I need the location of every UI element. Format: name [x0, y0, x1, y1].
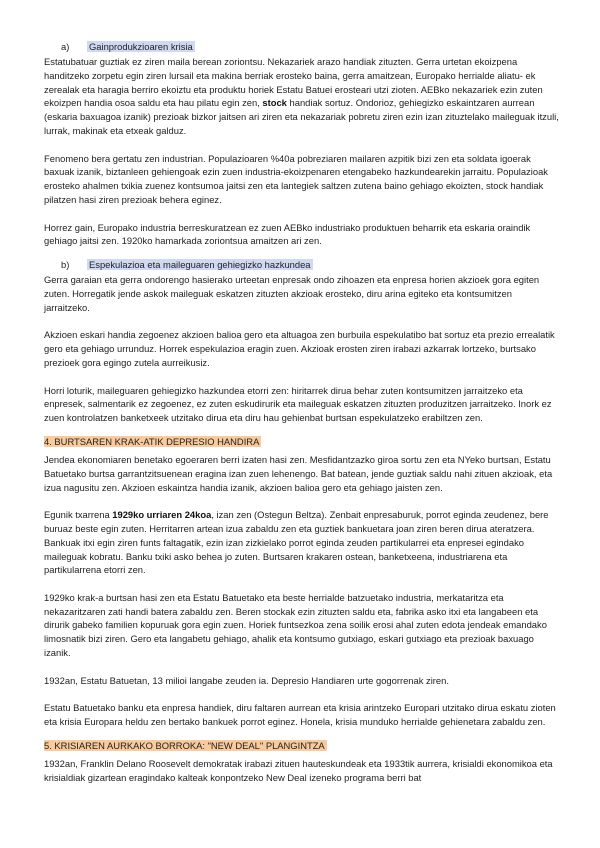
- subsection-a-heading: [61, 40, 559, 54]
- paragraph: Gerra garaian eta gerra ondorengo hasierako urteetan enpresak ondo zihoazen eta enpresa horien akzioek gora egiten zuten. Horregatik jende askok maileguak eskatzen zituzten akzioak erosteko, diru arina egiteko eta kontsumitzen jarraitzeko.: [44, 274, 540, 313]
- paragraph: [44, 508, 559, 577]
- paragraph-text: Estatubatuar guztiak ez ziren maila berean zoriontsu. Nekazariek arazo handiak zituzten. Gerra urtetan ekoizpena handitzeko zorpetu egin ziren lursail eta makina berriak erosteko baina, gerra amaitzean, Europako herrialde aliatu- ek zerealak eta haragia berriro ekoiztu eta produktu horiek Estatu Batuei erosteari utzi zioten. AEBko nekazariek ezin zuten ekoizpen handia osoa saldu eta hau pilatu egin zen,: [44, 56, 543, 109]
- bold-date: 1929ko urriaren 24koa: [112, 509, 212, 521]
- subsection-a-marker: a): [61, 41, 70, 52]
- paragraph: 1929ko krak-a burtsan hasi zen eta Estatu Batuetako eta beste herrialde batzuetako industria, merkataritza eta nekazaritzaren zati handi batera zabaldu zen. Beren stockak ezin zituzten saldu eta, fabrika asko itxi eta langabeen eta dirurik gabeko familien kopuruak gora egin zuen. Horiek funtsezkoa zena soilik erosi ahal zuten edota jendeak emandako limosnatik bizi ziren. Gero eta langabetu gehiago, ahalik eta kontsumo gutxiago, eskari gutxiago eta prezioak baxuago izanik.: [44, 591, 547, 659]
- paragraph-text: , izan zen (Ostegun Beltza). Zenbait enpresaburuk, porrot eginda zeudenez, bere buruaz beste egin zuten. Herritarren artean izua zabaldu zen eta guztiek bankuetara joan ziren beren dirua ateratzera. Bankuak itxi egin ziren funts faltagatik, ezin izan zizkielako porrot eginda zeuden partikularrei eta enpresei egindako maileguak kobratu. Banku txiki asko behea jo zuten. Burtsaren krakaren ostean, banketxeena, industriarena eta partikularrena etorri zen.: [44, 509, 549, 576]
- subsection-a-title: Gainprodukzioaren krisia: [89, 41, 193, 52]
- paragraph: Horri loturik, maileguaren gehiegizko hazkundea etorri zen: hiritarrek dirua behar zuten kontsumitzen jarraitzeko eta enpresek, salmentarik ez zegoenez, ez zuten eskudirurik eta maileguak eskatzen zituzten produzitzen jarraitzeko. Inork ez zuen kontrolatzen banketxeek utzitako dirua eta diru hau gehienbat burtsan espekulatzeko erabiltzen zen.: [44, 384, 552, 424]
- section-4-title: 4. BURTSAREN KRAK-ATIK DEPRESIO HANDIRA: [44, 435, 260, 447]
- bold-term: stock: [262, 97, 287, 109]
- paragraph: Estatu Batuetako banku eta enpresa handiek, diru faltaren aurrean eta krisia arintzeko Europari utzitako dirua eskatu zioten eta krisia Europara heldu zen bertako bankuek porrot eginez. Honela, krisia munduko herrialde gehienetara zabaldu zen.: [44, 702, 556, 728]
- paragraph-text: Egunik txarrena: [44, 509, 113, 521]
- paragraph: Horrez gain, Europako industria berreskuratzean ez zuen AEBko industriako produktuen beharrik eta eskaria oraindik gehiago jaitsi zen. 1920ko hamarkada zoriontsua amaitzen ari zen.: [44, 221, 531, 247]
- section-5-title: 5. KRISIAREN AURKAKO BORROKA: "NEW DEAL" PLANGINTZA: [44, 739, 325, 751]
- paragraph-text: handiak sortuz. Ondorioz, gehiegizko eskaintzaren aurrean (eskaria baxuagoa izanik) prezioak bizkor jaitsen ari ziren eta nekazariak pobretu ziren ezin izan zituztelako maileguak itzuli, lurrak, makinak eta etxeak galduz.: [44, 97, 559, 136]
- section-5-heading: [44, 739, 559, 753]
- paragraph: Jendea ekonomiaren benetako egoeraren berri izaten hasi zen. Mesfidantzazko giroa sortu zen eta NYeko burtsan, Estatu Batuetako burtsa garrantzitsuenean eragina izan zuen lehenengo. Bat batean, jende guztiak saldu nahi zituen akzioak, eta izua nagusitu zen. Akzioen eskaintza handia izanik, akzioen balioa gero eta gehiago jaisten zen.: [44, 453, 553, 493]
- subsection-b-marker: b): [61, 259, 70, 271]
- paragraph: Akzioen eskari handia zegoenez akzioen balioa gero eta altuagoa zen burbuila espekulatibo bat sortuz eta prezio errealatik gero eta gehiago urrunduz. Horrek espekulazioa eragin zuen. Akzioak erosten ziren irabazi azkarrak lortzeko, burtsako prezioek gora egingo zutela aurreikusiz.: [44, 329, 555, 368]
- subsection-b-heading: [61, 258, 559, 272]
- paragraph: 1932an, Franklin Delano Roosevelt demokratak irabazi zituen hauteskundeak eta 1933tik aurrera, krisialdi ekonomikoa eta krisialdiak gizartean eragindako kalteak konpontzeko New Deal izeneko programa berri bat: [44, 757, 553, 783]
- document-content: [44, 40, 559, 798]
- paragraph: Fenomeno bera gertatu zen industrian. Populazioaren %40a pobreziaren mailaren azpitik bizi zen eta soldata igoerak baxuak izanik, biztanleen gehiengoak ezin zuen industria-ekoizpenaren etengabeko hazkundearekin jarraitu. Populazioak erosteko ahalmen txikia zuenez kontsumoa jaitsi zen eta lantegiek saltzen zutena baino gehiago ekoizten, stock handiak pilatzen hasi ziren prezioak behera eginez.: [44, 152, 548, 205]
- section-4-heading: [44, 435, 559, 449]
- paragraph: 1932an, Estatu Batuetan, 13 milioi langabe zeuden ia. Depresio Handiaren urte gogorrenak ziren.: [44, 674, 449, 686]
- subsection-b-title: Espekulazioa eta maileguaren gehiegizko hazkundea: [89, 259, 311, 271]
- paragraph: [44, 55, 559, 138]
